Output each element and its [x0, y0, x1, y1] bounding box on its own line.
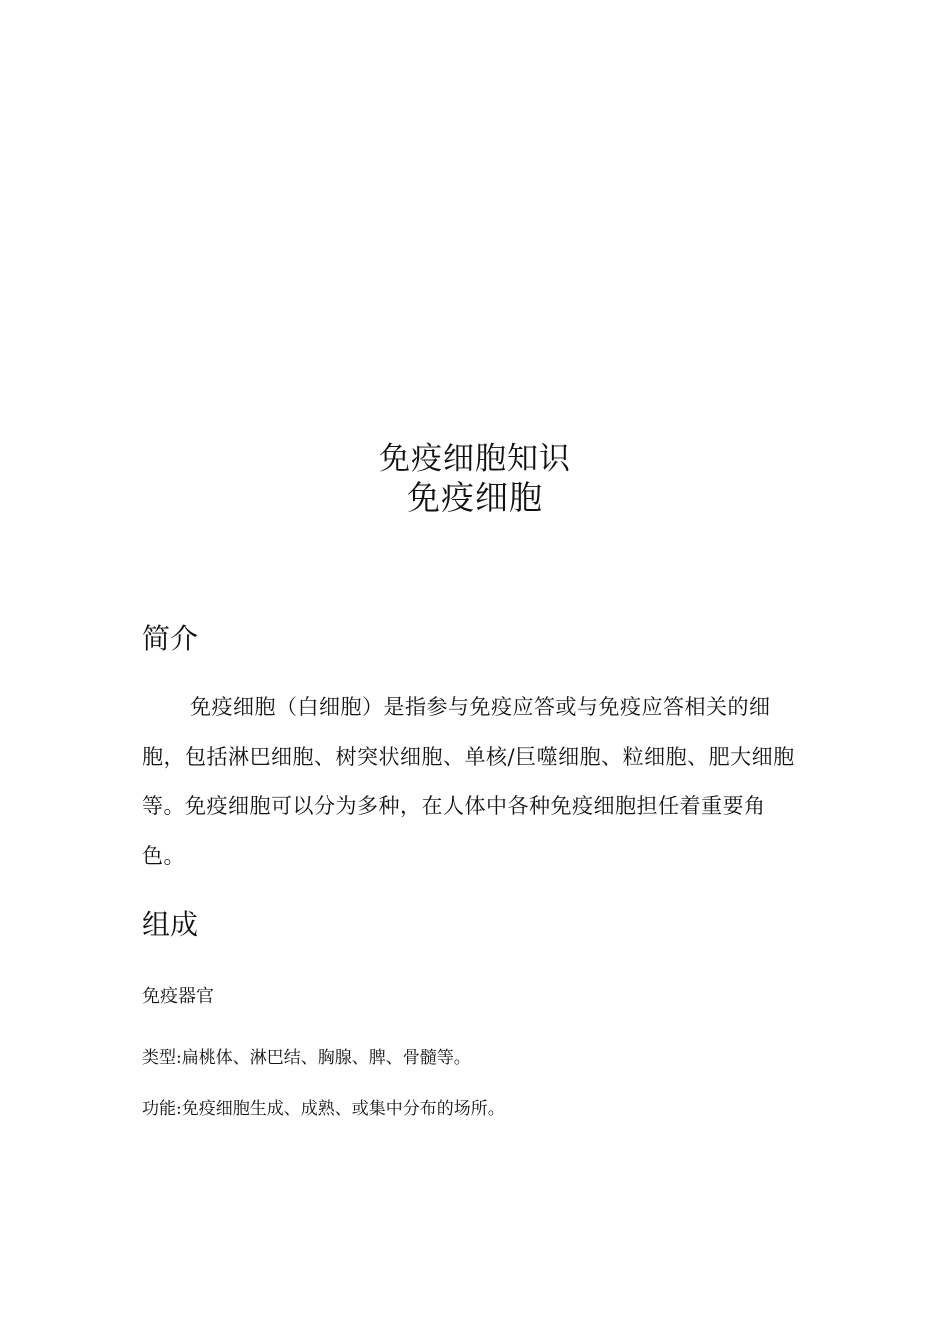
- document-subtitle: 免疫细胞: [407, 478, 543, 517]
- organ-function-line: 功能:免疫细胞生成、成熟、或集中分布的场所。: [142, 1099, 505, 1119]
- document-title: 免疫细胞知识: [379, 441, 571, 477]
- intro-paragraph: 免疫细胞（白细胞）是指参与免疫应答或与免疫应答相关的细胞，包括淋巴细胞、树突状细胞、单核/巨噬细胞、粒细胞、肥大细胞等。免疫细胞可以分为多种，在人体中各种免疫细胞担任着重要角色。: [142, 695, 795, 868]
- organ-types-line: 类型:扁桃体、淋巴结、胸腺、脾、骨髓等。: [142, 1048, 471, 1068]
- immune-organs-subheading: 免疫器官: [142, 986, 214, 1007]
- composition-heading: 组成: [142, 908, 199, 941]
- intro-heading: 简介: [142, 622, 199, 655]
- title-block: [0, 440, 950, 518]
